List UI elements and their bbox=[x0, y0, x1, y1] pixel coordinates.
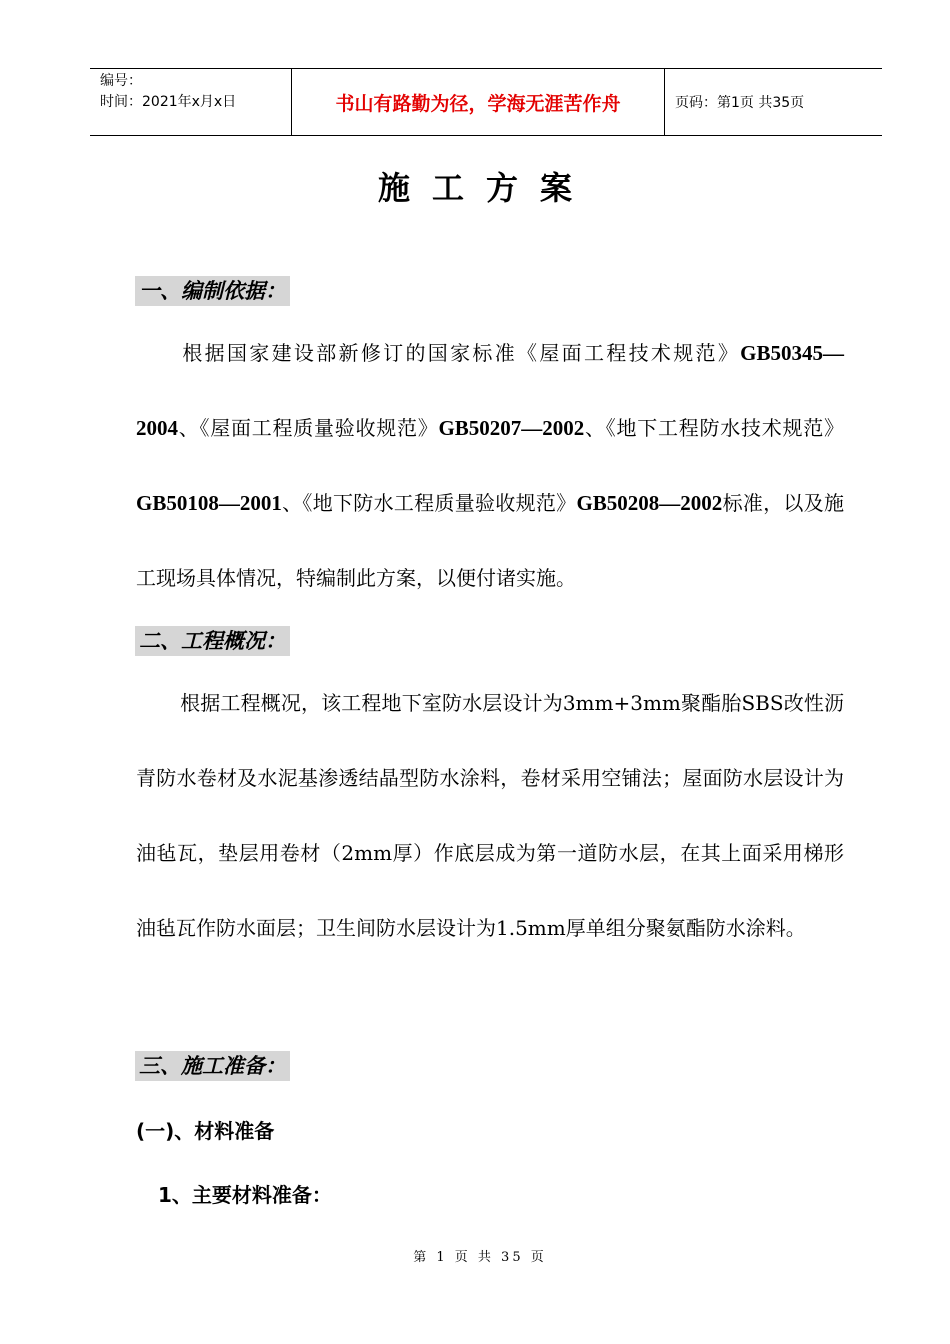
time-label: 时间：2021年x月x日 bbox=[100, 94, 237, 110]
section-heading-preparation: 三、施工准备： bbox=[135, 1051, 290, 1081]
header-meta bbox=[90, 69, 292, 135]
standard-code-2: GB50207—2002 bbox=[438, 416, 585, 440]
section-heading-overview: 二、工程概况： bbox=[135, 626, 290, 656]
document-title: 施工方案 bbox=[377, 169, 594, 207]
standard-code-1: GB50345—2004 bbox=[136, 341, 844, 440]
basis-text-5: 标准，以及施工现场具体情况，特编制此方案，以便付诸实施。 bbox=[136, 491, 845, 590]
paragraph-basis bbox=[136, 316, 844, 616]
page-footer: 第 1 页 共 35 页 bbox=[413, 1250, 547, 1265]
page-header bbox=[90, 68, 882, 136]
section-heading-basis: 一、编制依据： bbox=[135, 276, 290, 306]
standard-code-3: GB50108—2001 bbox=[136, 491, 282, 515]
subheading-material-prep: (一)、材料准备 bbox=[136, 1119, 275, 1143]
basis-text-1: 根据国家建设部新修订的国家标准《屋面工程技术规范》 bbox=[180, 341, 741, 365]
basis-text-2: 、《屋面工程质量验收规范》 bbox=[178, 416, 439, 440]
number-label: 编号： bbox=[100, 73, 142, 89]
header-page-info: 页码：第1页 共35页 bbox=[675, 95, 805, 111]
basis-text-3: 、《地下工程防水技术规范》 bbox=[584, 416, 845, 440]
overview-text: 根据工程概况，该工程地下室防水层设计为3mm+3mm聚酯胎SBS改性沥青防水卷材及水泥基渗透结晶型防水涂料，卷材采用空铺法；屋面防水层设计为油毡瓦，垫层用卷材（2mm厚）作底层成为第一道防水层，在其上面采用梯形油毡瓦作防水面层；卫生间防水层设计为1.5mm厚单组分聚氨酯防水涂料。 bbox=[136, 691, 844, 940]
paragraph-overview bbox=[136, 666, 844, 966]
standard-code-4: GB50208—2002 bbox=[576, 491, 723, 515]
basis-text-4: 、《地下防水工程质量验收规范》 bbox=[281, 491, 577, 515]
subheading-main-materials: 1、主要材料准备： bbox=[158, 1183, 332, 1207]
header-motto: 书山有路勤为径，学海无涯苦作舟 bbox=[292, 69, 665, 135]
